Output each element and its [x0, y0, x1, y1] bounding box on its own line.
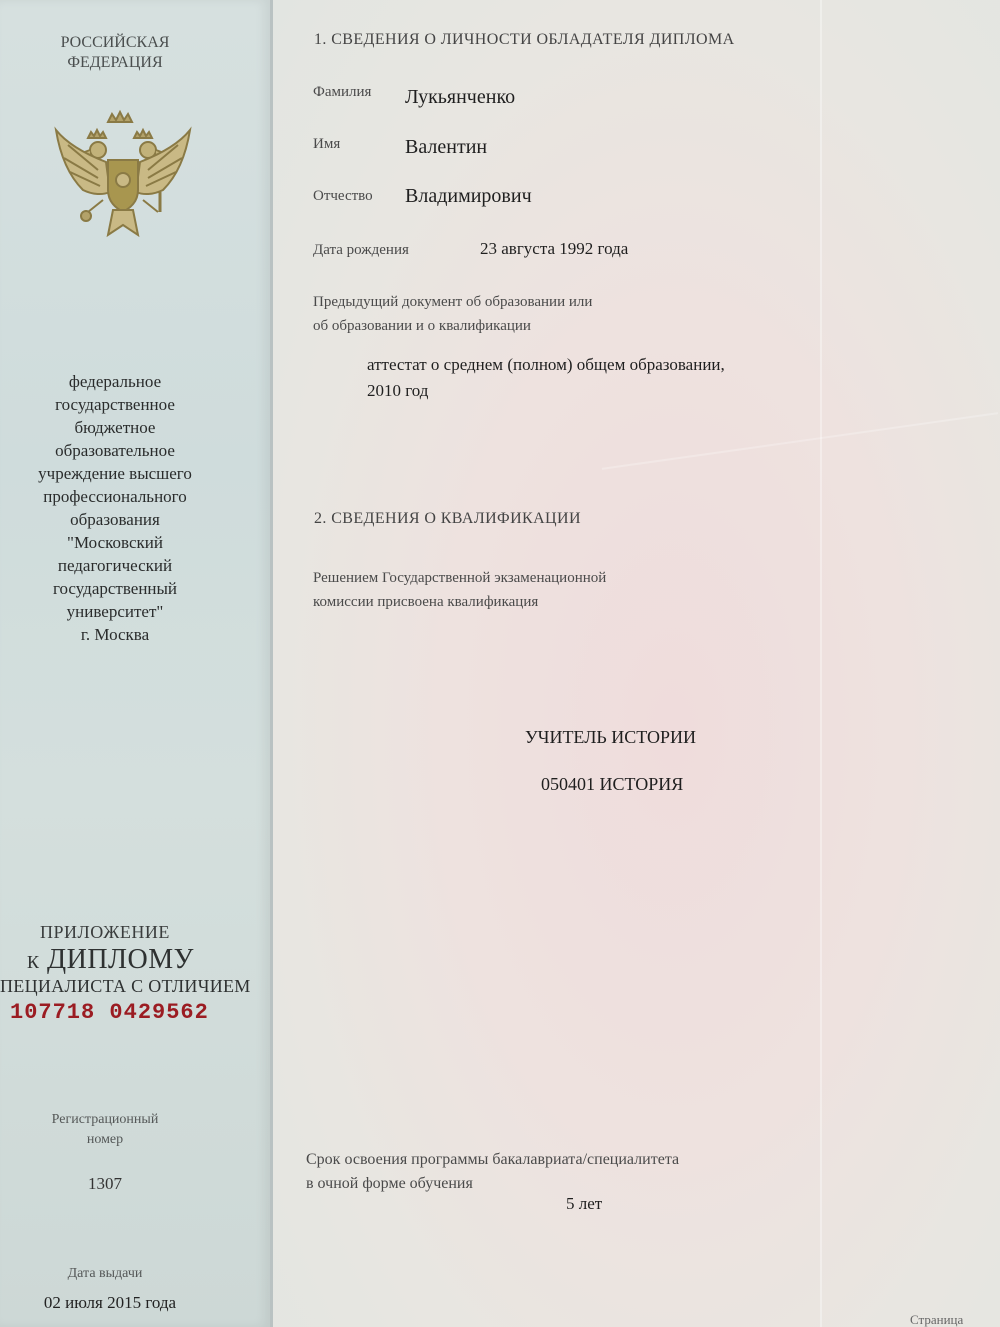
institution-line: образовательное: [55, 441, 175, 460]
institution-line: университет": [66, 602, 164, 621]
appendix-subtitle: [27, 944, 194, 976]
surname-label: Фамилия: [313, 84, 372, 100]
paper-fold: [820, 0, 822, 1327]
surname-value: Лукьянченко: [405, 86, 516, 108]
institution-line: г. Москва: [80, 625, 150, 644]
birth-date-value: 23 августа 1992 года: [480, 239, 629, 258]
country-line-2: ФЕДЕРАЦИЯ: [67, 54, 163, 71]
commission-decision: [313, 566, 606, 614]
appendix-type: ПЕЦИАЛИСТА С ОТЛИЧИЕМ: [0, 976, 251, 996]
patronymic-value: Владимирович: [405, 185, 532, 207]
name-value: Валентин: [405, 136, 488, 158]
previous-document-label: [313, 290, 592, 338]
institution-line: профессионального: [43, 487, 187, 506]
previous-document-label-line-1: Предыдущий документ об образовании или: [313, 294, 593, 310]
study-duration-label: [306, 1148, 679, 1196]
previous-document-value-line-2: 2010 год: [367, 381, 429, 400]
appendix-k: К: [27, 952, 40, 972]
section-1-heading: 1. СВЕДЕНИЯ О ЛИЧНОСТИ ОБЛАДАТЕЛЯ ДИПЛОМА: [314, 31, 735, 48]
issue-date: 02 июля 2015 года: [43, 1293, 177, 1312]
appendix-title: ПРИЛОЖЕНИЕ: [40, 922, 170, 942]
country-name: [40, 33, 190, 73]
institution-line: государственное: [55, 395, 175, 414]
institution-line: педагогический: [57, 556, 173, 575]
birth-date-label: Дата рождения: [313, 242, 409, 258]
institution-line: "Московский: [67, 533, 163, 552]
commission-decision-line-1: Решением Государственной экзаменационной: [313, 570, 607, 586]
previous-document-label-line-2: об образовании и о квалификации: [313, 318, 531, 334]
specialty-value: 050401 ИСТОРИЯ: [541, 774, 684, 794]
serial-number: 107718 0429562: [10, 1000, 209, 1025]
study-duration-label-line-1: Срок освоения программы бакалавриата/специалитета: [306, 1151, 680, 1168]
appendix-diploma: ДИПЛОМУ: [47, 944, 194, 975]
registration-label-line-2: номер: [86, 1132, 124, 1147]
institution-line: учреждение высшего: [38, 464, 192, 483]
name-label: Имя: [313, 136, 341, 152]
patronymic-label: Отчество: [313, 188, 373, 204]
registration-label: [30, 1110, 180, 1150]
commission-decision-line-2: комиссии присвоена квалификация: [313, 594, 539, 610]
registration-label-line-1: Регистрационный: [51, 1112, 159, 1127]
study-duration-value: 5 лет: [566, 1194, 603, 1213]
registration-number: 1307: [88, 1174, 122, 1193]
study-duration-label-line-2: в очной форме обучения: [306, 1175, 473, 1192]
previous-document-value-line-1: аттестат о среднем (полном) общем образовании,: [367, 355, 725, 374]
country-line-1: РОССИЙСКАЯ: [60, 34, 170, 51]
issue-date-label: Дата выдачи: [67, 1266, 143, 1281]
institution-line: федеральное: [68, 372, 162, 391]
double-headed-eagle-icon: [48, 100, 198, 250]
page-label: Страница: [910, 1312, 964, 1327]
right-content-panel: [273, 0, 1000, 1327]
institution-line: образования: [70, 510, 160, 529]
institution-line: государственный: [52, 579, 178, 598]
institution-line: бюджетное: [74, 418, 156, 437]
previous-document-value: [367, 352, 725, 404]
institution-name: [15, 370, 215, 646]
qualification-value: УЧИТЕЛЬ ИСТОРИИ: [525, 727, 697, 747]
section-2-heading: 2. СВЕДЕНИЯ О КВАЛИФИКАЦИИ: [314, 510, 581, 527]
